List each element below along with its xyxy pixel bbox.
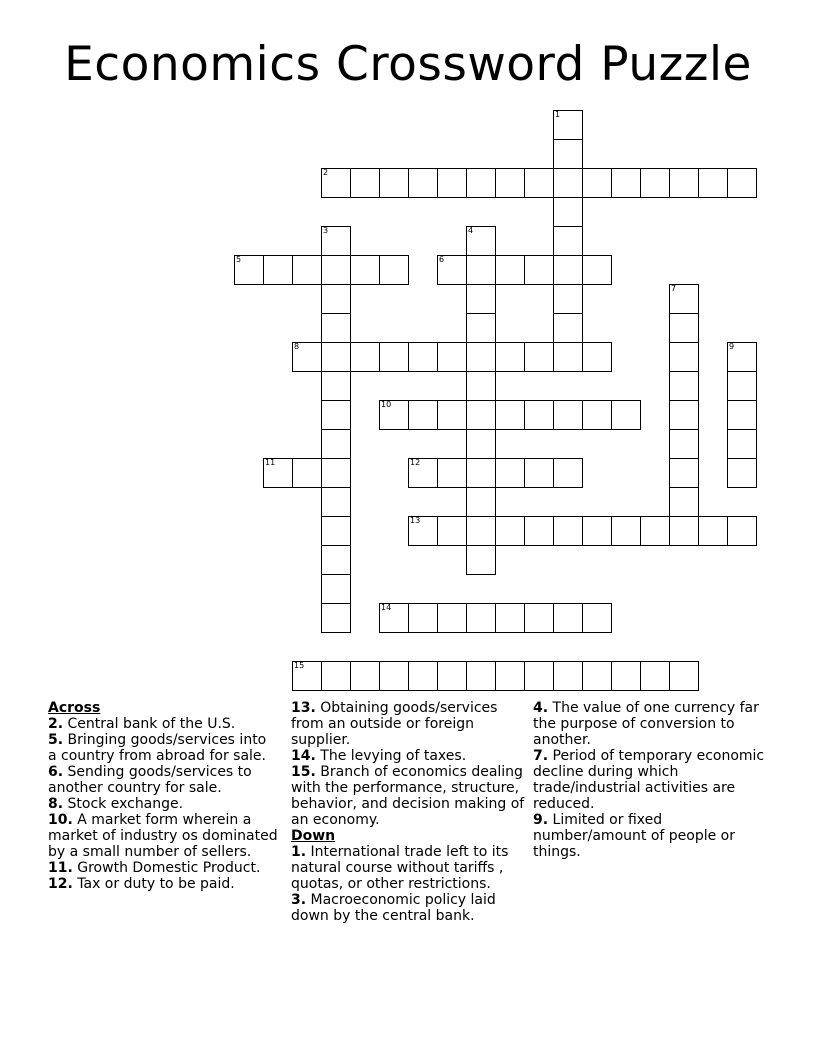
clue-item-text: The levying of taxes. <box>315 748 467 764</box>
grid-cell[interactable] <box>495 603 525 633</box>
grid-cell[interactable] <box>524 255 554 285</box>
grid-cell[interactable] <box>582 516 612 546</box>
clue-item <box>533 700 769 748</box>
grid-cell[interactable] <box>466 342 496 372</box>
clue-number: 12 <box>410 458 421 467</box>
grid-cell[interactable] <box>524 400 554 430</box>
grid-cell[interactable] <box>321 342 351 372</box>
clue-item-text: Bringing goods/services into a country from abroad for sale. <box>48 732 267 764</box>
grid-cell[interactable] <box>437 661 467 691</box>
clue-item <box>48 764 278 796</box>
grid-cell[interactable] <box>727 429 757 459</box>
grid-cell[interactable] <box>495 255 525 285</box>
grid-cell[interactable] <box>292 661 322 691</box>
grid-cell[interactable] <box>292 255 322 285</box>
clue-item <box>48 732 278 764</box>
grid-cell[interactable] <box>321 487 351 517</box>
grid-cell[interactable] <box>495 168 525 198</box>
grid-cell[interactable] <box>466 371 496 401</box>
grid-cell[interactable] <box>727 516 757 546</box>
grid-cell[interactable] <box>321 458 351 488</box>
grid-cell[interactable] <box>582 342 612 372</box>
grid-cell[interactable] <box>611 661 641 691</box>
grid-cell[interactable] <box>466 545 496 575</box>
grid-cell[interactable] <box>553 516 583 546</box>
grid-cell[interactable] <box>669 371 699 401</box>
page-title: Economics Crossword Puzzle <box>64 37 752 92</box>
grid-cell[interactable] <box>350 255 380 285</box>
grid-cell[interactable] <box>495 400 525 430</box>
grid-cell[interactable] <box>669 342 699 372</box>
clue-column-2 <box>291 700 527 924</box>
clue-item-number: 8. <box>48 796 64 812</box>
grid-cell[interactable] <box>553 342 583 372</box>
grid-cell[interactable] <box>524 168 554 198</box>
grid-cell[interactable] <box>408 603 438 633</box>
grid-cell[interactable] <box>437 168 467 198</box>
clue-item-text: Macroeconomic policy laid down by the central bank. <box>291 892 496 924</box>
grid-cell[interactable] <box>437 516 467 546</box>
grid-cell[interactable] <box>582 603 612 633</box>
grid-cell[interactable] <box>379 255 409 285</box>
grid-cell[interactable] <box>553 139 583 169</box>
grid-cell[interactable] <box>263 458 293 488</box>
clue-item-text: Stock exchange. <box>63 796 184 812</box>
grid-cell[interactable] <box>553 168 583 198</box>
grid-cell[interactable] <box>524 603 554 633</box>
grid-cell[interactable] <box>321 661 351 691</box>
grid-cell[interactable] <box>408 342 438 372</box>
grid-cell[interactable] <box>698 516 728 546</box>
clue-column-3 <box>533 700 769 860</box>
clue-number: 9 <box>729 342 735 351</box>
grid-cell[interactable] <box>640 168 670 198</box>
grid-cell[interactable] <box>669 458 699 488</box>
grid-cell[interactable] <box>553 603 583 633</box>
grid-cell[interactable] <box>437 458 467 488</box>
grid-cell[interactable] <box>466 284 496 314</box>
grid-cell[interactable] <box>466 458 496 488</box>
grid-cell[interactable] <box>350 168 380 198</box>
clue-number: 13 <box>410 516 421 525</box>
clue-item-number: 3. <box>291 892 307 908</box>
clue-number: 11 <box>265 458 276 467</box>
grid-cell[interactable] <box>408 516 438 546</box>
grid-cell[interactable] <box>553 400 583 430</box>
clue-number: 2 <box>323 168 329 177</box>
clue-item-text: Branch of economics dealing with the performance, structure, behavior, and decision making of an economy. <box>291 764 525 828</box>
clue-item-text: Tax or duty to be paid. <box>72 876 235 892</box>
grid-cell[interactable] <box>321 371 351 401</box>
clue-number: 8 <box>294 342 300 351</box>
clue-item-number: 13. <box>291 700 316 716</box>
clue-item <box>48 796 278 812</box>
clue-item <box>48 876 278 892</box>
grid-cell[interactable] <box>669 487 699 517</box>
grid-cell[interactable] <box>582 661 612 691</box>
grid-cell[interactable] <box>321 574 351 604</box>
grid-cell[interactable] <box>466 313 496 343</box>
grid-cell[interactable] <box>321 603 351 633</box>
grid-cell[interactable] <box>611 516 641 546</box>
grid-cell[interactable] <box>553 197 583 227</box>
grid-cell[interactable] <box>321 429 351 459</box>
grid-cell[interactable] <box>437 603 467 633</box>
grid-cell[interactable] <box>611 168 641 198</box>
grid-cell[interactable] <box>408 661 438 691</box>
grid-cell[interactable] <box>321 284 351 314</box>
grid-cell[interactable] <box>553 284 583 314</box>
clue-number: 15 <box>294 661 305 670</box>
grid-cell[interactable] <box>582 168 612 198</box>
grid-cell[interactable] <box>582 400 612 430</box>
grid-cell[interactable] <box>727 371 757 401</box>
clue-item-text: A market form wherein a market of industry os dominated by a small number of sellers. <box>48 812 278 860</box>
grid-cell[interactable] <box>669 284 699 314</box>
clue-item <box>48 716 278 732</box>
grid-cell[interactable] <box>553 313 583 343</box>
grid-cell[interactable] <box>669 400 699 430</box>
clue-item <box>291 748 527 764</box>
clue-number: 1 <box>555 110 561 119</box>
grid-cell[interactable] <box>350 661 380 691</box>
grid-cell[interactable] <box>234 255 264 285</box>
grid-cell[interactable] <box>669 313 699 343</box>
grid-cell[interactable] <box>466 400 496 430</box>
grid-cell[interactable] <box>437 400 467 430</box>
clue-item-number: 7. <box>533 748 549 764</box>
grid-cell[interactable] <box>437 342 467 372</box>
grid-cell[interactable] <box>495 342 525 372</box>
grid-cell[interactable] <box>408 168 438 198</box>
grid-cell[interactable] <box>553 661 583 691</box>
grid-cell[interactable] <box>379 400 409 430</box>
grid-cell[interactable] <box>292 458 322 488</box>
grid-cell[interactable] <box>727 342 757 372</box>
clue-number: 3 <box>323 226 329 235</box>
clue-item-number: 14. <box>291 748 316 764</box>
clue-item <box>48 860 278 876</box>
grid-cell[interactable] <box>524 516 554 546</box>
clue-item <box>291 700 527 748</box>
grid-cell[interactable] <box>611 400 641 430</box>
grid-cell[interactable] <box>408 400 438 430</box>
clue-column-1 <box>48 700 278 892</box>
clue-item <box>291 844 527 892</box>
grid-cell[interactable] <box>321 226 351 256</box>
clue-item <box>291 764 527 828</box>
clue-item-number: 10. <box>48 812 73 828</box>
grid-cell[interactable] <box>379 603 409 633</box>
grid-cell[interactable] <box>466 168 496 198</box>
clue-item-text: Obtaining goods/services from an outside or foreign supplier. <box>291 700 498 748</box>
grid-cell[interactable] <box>495 661 525 691</box>
grid-cell[interactable] <box>321 545 351 575</box>
grid-cell[interactable] <box>379 661 409 691</box>
grid-cell[interactable] <box>669 516 699 546</box>
grid-cell[interactable] <box>466 429 496 459</box>
clue-item-number: 12. <box>48 876 73 892</box>
clue-item-text: Limited or fixed number/amount of people or things. <box>533 812 735 860</box>
clue-item <box>533 812 769 860</box>
grid-cell[interactable] <box>524 342 554 372</box>
grid-cell[interactable] <box>727 168 757 198</box>
grid-cell[interactable] <box>640 661 670 691</box>
grid-cell[interactable] <box>727 458 757 488</box>
clue-item <box>48 812 278 860</box>
grid-cell[interactable] <box>582 255 612 285</box>
grid-cell[interactable] <box>321 168 351 198</box>
grid-cell[interactable] <box>321 255 351 285</box>
grid-cell[interactable] <box>437 255 467 285</box>
clue-item-text: International trade left to its natural course without tariffs , quotas, or other restrictions. <box>291 844 509 892</box>
grid-cell[interactable] <box>669 661 699 691</box>
across-heading: Across <box>48 700 101 716</box>
clue-item-number: 9. <box>533 812 549 828</box>
grid-cell[interactable] <box>263 255 293 285</box>
clue-item-number: 2. <box>48 716 64 732</box>
clue-number: 4 <box>468 226 474 235</box>
grid-cell[interactable] <box>669 429 699 459</box>
clue-item-number: 1. <box>291 844 307 860</box>
grid-cell[interactable] <box>553 110 583 140</box>
grid-cell[interactable] <box>495 458 525 488</box>
clue-item-text: Growth Domestic Product. <box>72 860 261 876</box>
grid-cell[interactable] <box>669 168 699 198</box>
clue-item-text: Period of temporary economic decline during which trade/industrial activities are reduced. <box>533 748 765 812</box>
grid-cell[interactable] <box>524 458 554 488</box>
grid-cell[interactable] <box>292 342 322 372</box>
clue-item <box>533 748 769 812</box>
grid-cell[interactable] <box>321 313 351 343</box>
grid-cell[interactable] <box>466 661 496 691</box>
grid-cell[interactable] <box>466 255 496 285</box>
clue-item <box>291 892 527 924</box>
grid-cell[interactable] <box>379 168 409 198</box>
grid-cell[interactable] <box>466 516 496 546</box>
grid-cell[interactable] <box>350 342 380 372</box>
grid-cell[interactable] <box>698 168 728 198</box>
down-heading: Down <box>291 828 336 844</box>
grid-cell[interactable] <box>553 226 583 256</box>
clue-item-text: Central bank of the U.S. <box>63 716 236 732</box>
grid-cell[interactable] <box>553 458 583 488</box>
grid-cell[interactable] <box>408 458 438 488</box>
clue-item-number: 5. <box>48 732 64 748</box>
grid-cell[interactable] <box>379 342 409 372</box>
grid-cell[interactable] <box>727 400 757 430</box>
grid-cell[interactable] <box>466 487 496 517</box>
clue-item-number: 15. <box>291 764 316 780</box>
clue-number: 6 <box>439 255 445 264</box>
clue-number: 7 <box>671 284 677 293</box>
clue-item-number: 6. <box>48 764 64 780</box>
clue-item-text: The value of one currency far the purpose of conversion to another. <box>533 700 759 748</box>
clue-item-text: Sending goods/services to another country for sale. <box>48 764 252 796</box>
clue-item-number: 4. <box>533 700 549 716</box>
grid-cell[interactable] <box>495 516 525 546</box>
grid-cell[interactable] <box>640 516 670 546</box>
clue-number: 10 <box>381 400 392 409</box>
grid-cell[interactable] <box>466 226 496 256</box>
grid-cell[interactable] <box>553 255 583 285</box>
clue-number: 14 <box>381 603 392 612</box>
clue-number: 5 <box>236 255 242 264</box>
clue-item-number: 11. <box>48 860 73 876</box>
grid-cell[interactable] <box>321 516 351 546</box>
grid-cell[interactable] <box>466 603 496 633</box>
grid-cell[interactable] <box>321 400 351 430</box>
grid-cell[interactable] <box>524 661 554 691</box>
